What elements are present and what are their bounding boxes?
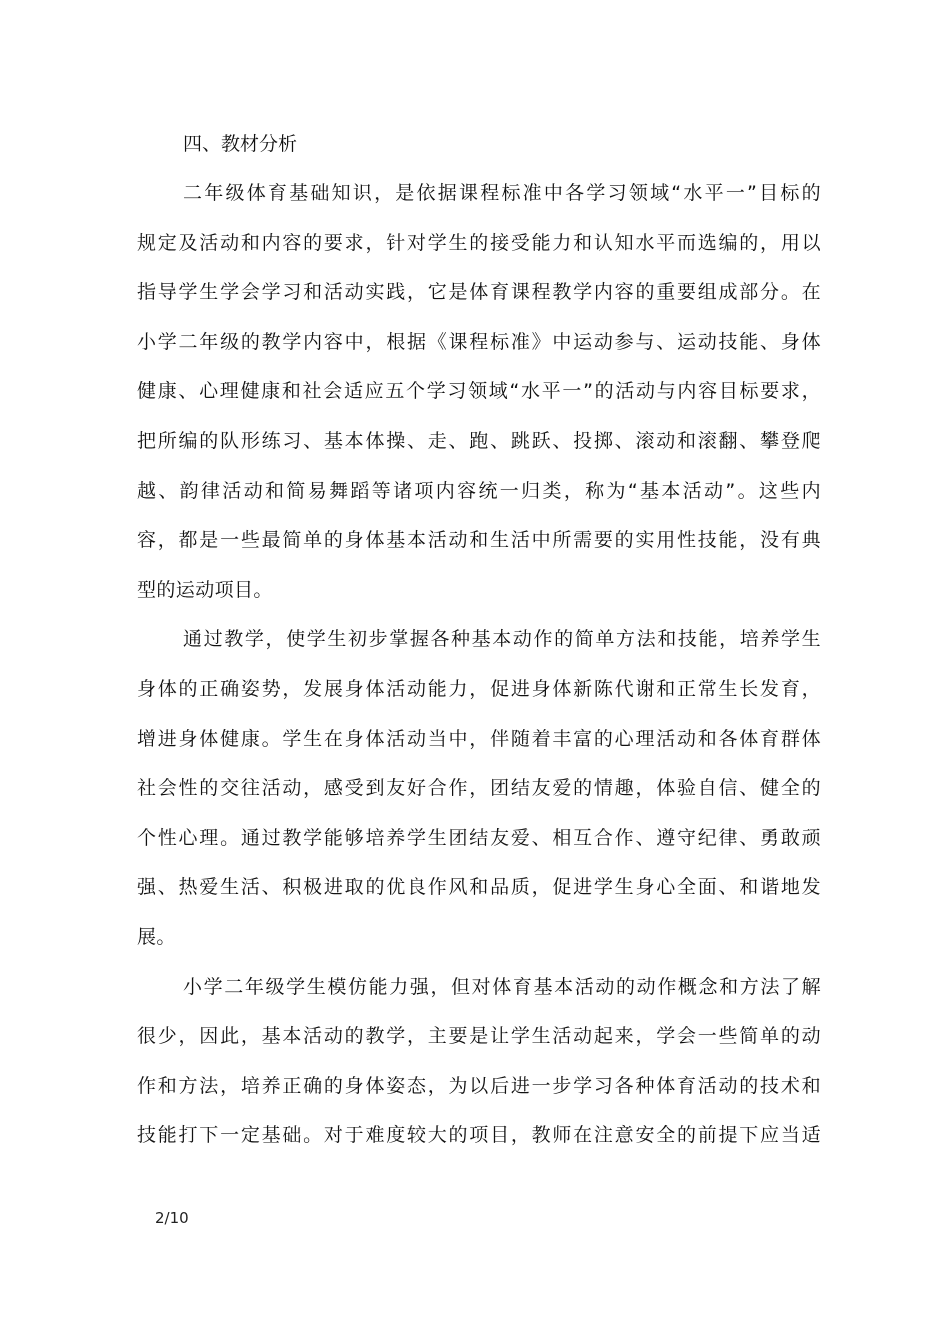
paragraph-line: 作和方法，培养正确的身体姿态，为以后进一步学习各种体育活动的技术和 xyxy=(137,1074,821,1097)
paragraph-line: 指导学生学会学习和活动实践，它是体育课程教学内容的重要组成部分。在 xyxy=(137,281,821,304)
page-number: 2/10 xyxy=(155,1209,189,1227)
paragraph-line: 通过教学，使学生初步掌握各种基本动作的简单方法和技能，培养学生 xyxy=(183,628,821,651)
paragraph-line: 容，都是一些最简单的身体基本活动和生活中所需要的实用性技能，没有典 xyxy=(137,529,821,552)
paragraph-line: 小学二年级的教学内容中，根据《课程标准》中运动参与、运动技能、身体 xyxy=(137,330,821,353)
paragraph-line: 越、韵律活动和简易舞蹈等诸项内容统一归类，称为“基本活动”。这些内 xyxy=(137,479,821,502)
paragraph-line: 把所编的队形练习、基本体操、走、跑、跳跃、投掷、滚动和滚翻、攀登爬 xyxy=(137,429,821,452)
paragraph-line: 很少，因此，基本活动的教学，主要是让学生活动起来，学会一些简单的动 xyxy=(137,1025,821,1048)
paragraph-line: 强、热爱生活、积极进取的优良作风和品质，促进学生身心全面、和谐地发 xyxy=(137,876,821,899)
paragraph-line: 身体的正确姿势，发展身体活动能力，促进身体新陈代谢和正常生长发育， xyxy=(137,677,821,700)
paragraph-line: 展。 xyxy=(137,925,176,948)
paragraph-line: 小学二年级学生模仿能力强，但对体育基本活动的动作概念和方法了解 xyxy=(183,975,821,998)
document-body xyxy=(137,120,821,1161)
paragraph-line: 健康、心理健康和社会适应五个学习领域“水平一”的活动与内容目标要求， xyxy=(137,380,821,403)
paragraph-line: 型的运动项目。 xyxy=(137,578,273,601)
paragraph-line: 增进身体健康。学生在身体活动当中，伴随着丰富的心理活动和各体育群体 xyxy=(137,727,821,750)
paragraph-line: 技能打下一定基础。对于难度较大的项目，教师在注意安全的前提下应当适 xyxy=(137,1124,821,1147)
paragraph-2 xyxy=(137,615,821,962)
paragraph-line: 个性心理。通过教学能够培养学生团结友爱、相互合作、遵守纪律、勇敢顽 xyxy=(137,826,821,849)
paragraph-line: 规定及活动和内容的要求，针对学生的接受能力和认知水平而选编的，用以 xyxy=(137,231,821,254)
paragraph-3 xyxy=(137,963,821,1161)
section-heading: 四、教材分析 xyxy=(183,133,298,155)
paragraph-line: 二年级体育基础知识，是依据课程标准中各学习领域“水平一”目标的 xyxy=(183,182,821,204)
paragraph-1 xyxy=(137,169,821,615)
paragraph-line: 社会性的交往活动，感受到友好合作，团结友爱的情趣，体验自信、健全的 xyxy=(137,777,821,800)
